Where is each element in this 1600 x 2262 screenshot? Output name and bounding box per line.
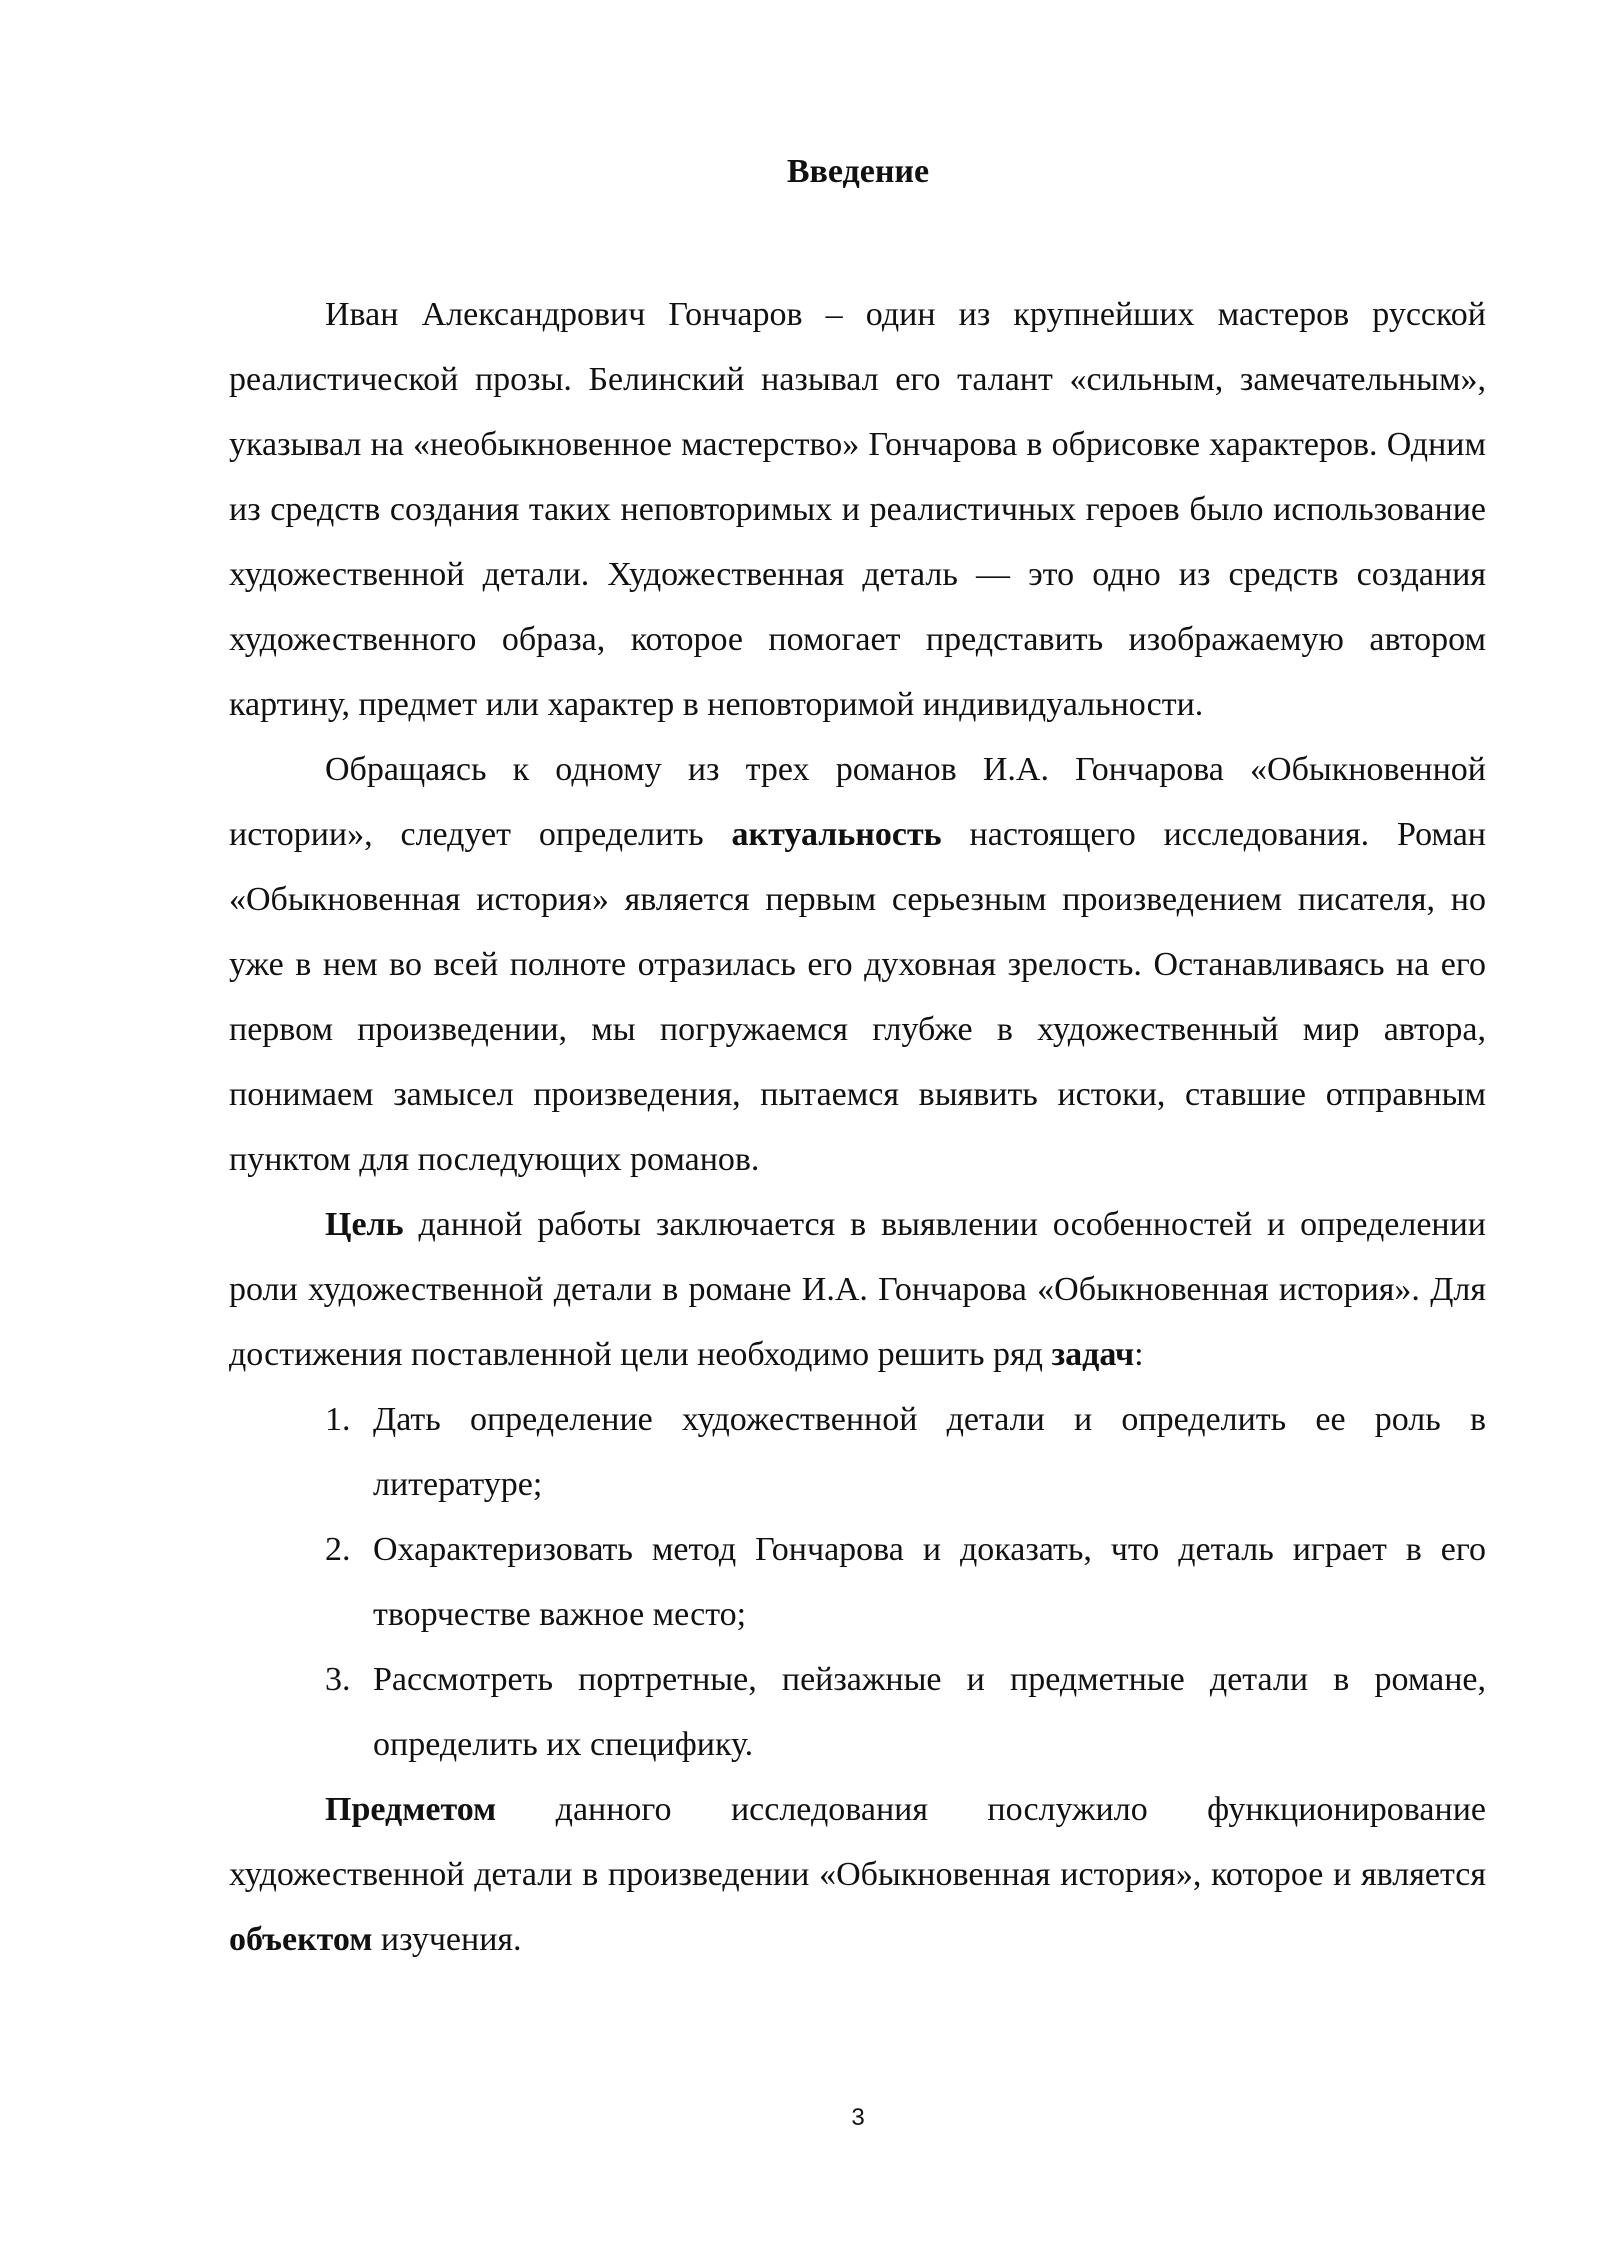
task-list [229, 1387, 1486, 1777]
tasks-term: задач [1051, 1336, 1135, 1373]
list-item-text: Дать определение художественной детали и определить ее роль в литературе; [373, 1401, 1486, 1503]
relevance-paragraph [229, 737, 1486, 1192]
goal-text: данной работы заключается в выявлении особенностей и определении роли художественной детали в романе И.А. Гончарова «Обыкновенная история». Для достижения поставленной цели необходимо решить ряд [229, 1206, 1486, 1373]
list-item [229, 1387, 1486, 1517]
list-item-number: 2. [325, 1531, 351, 1568]
page-number: 3 [851, 2104, 865, 2131]
subject-term: Предметом [325, 1791, 497, 1828]
intro-paragraph: Иван Александрович Гончаров – один из крупнейших мастеров русской реалистической прозы. Белинский называл его талант «сильным, замечательным», указывал на «необыкновенное мастерство» Гончарова в обрисовке характеров. Одним из средств создания таких неповторимых и реалистичных героев было использование художественной детали. Художественная деталь — это одно из средств создания художественного образа, которое помогает представить изображаемую автором картину, предмет или характер в неповторимой индивидуальности. [229, 296, 1486, 723]
relevance-term: актуальность [731, 816, 942, 853]
list-item-text: Охарактеризовать метод Гончарова и доказать, что деталь играет в его творчестве важное место; [373, 1531, 1486, 1633]
subject-paragraph [229, 1777, 1486, 1972]
object-term: объектом [229, 1921, 373, 1958]
list-item-number: 1. [325, 1401, 351, 1438]
list-item [229, 1517, 1486, 1647]
goal-text-end: : [1134, 1336, 1144, 1373]
list-item-number: 3. [325, 1661, 351, 1698]
relevance-text-after: настоящего исследования. Роман «Обыкновенная история» является первым серьезным произведением писателя, но уже в нем во всей полноте отразилась его духовная зрелость. Останавливаясь на его первом произведении, мы погружаемся глубже в художественный мир автора, понимаем замысел произведения, пытаемся выявить истоки, ставшие отправным пунктом для последующих романов. [229, 816, 1486, 1178]
subject-text-end: изучения. [372, 1921, 522, 1958]
goal-term: Цель [325, 1206, 404, 1243]
subject-text: данного исследования послужило функционирование художественной детали в произведении «Обыкновенная история», которое и является [229, 1791, 1486, 1893]
relevance-text-before: Обращаясь к одному из трех романов И.А. Гончарова «Обыкновенной истории», следует определить [229, 751, 1486, 853]
page-title: Введение [786, 153, 930, 190]
goal-paragraph [229, 1192, 1486, 1387]
list-item-text: Рассмотреть портретные, пейзажные и предметные детали в романе, определить их специфику. [373, 1661, 1486, 1763]
list-item [229, 1647, 1486, 1777]
document-body [229, 282, 1486, 1972]
